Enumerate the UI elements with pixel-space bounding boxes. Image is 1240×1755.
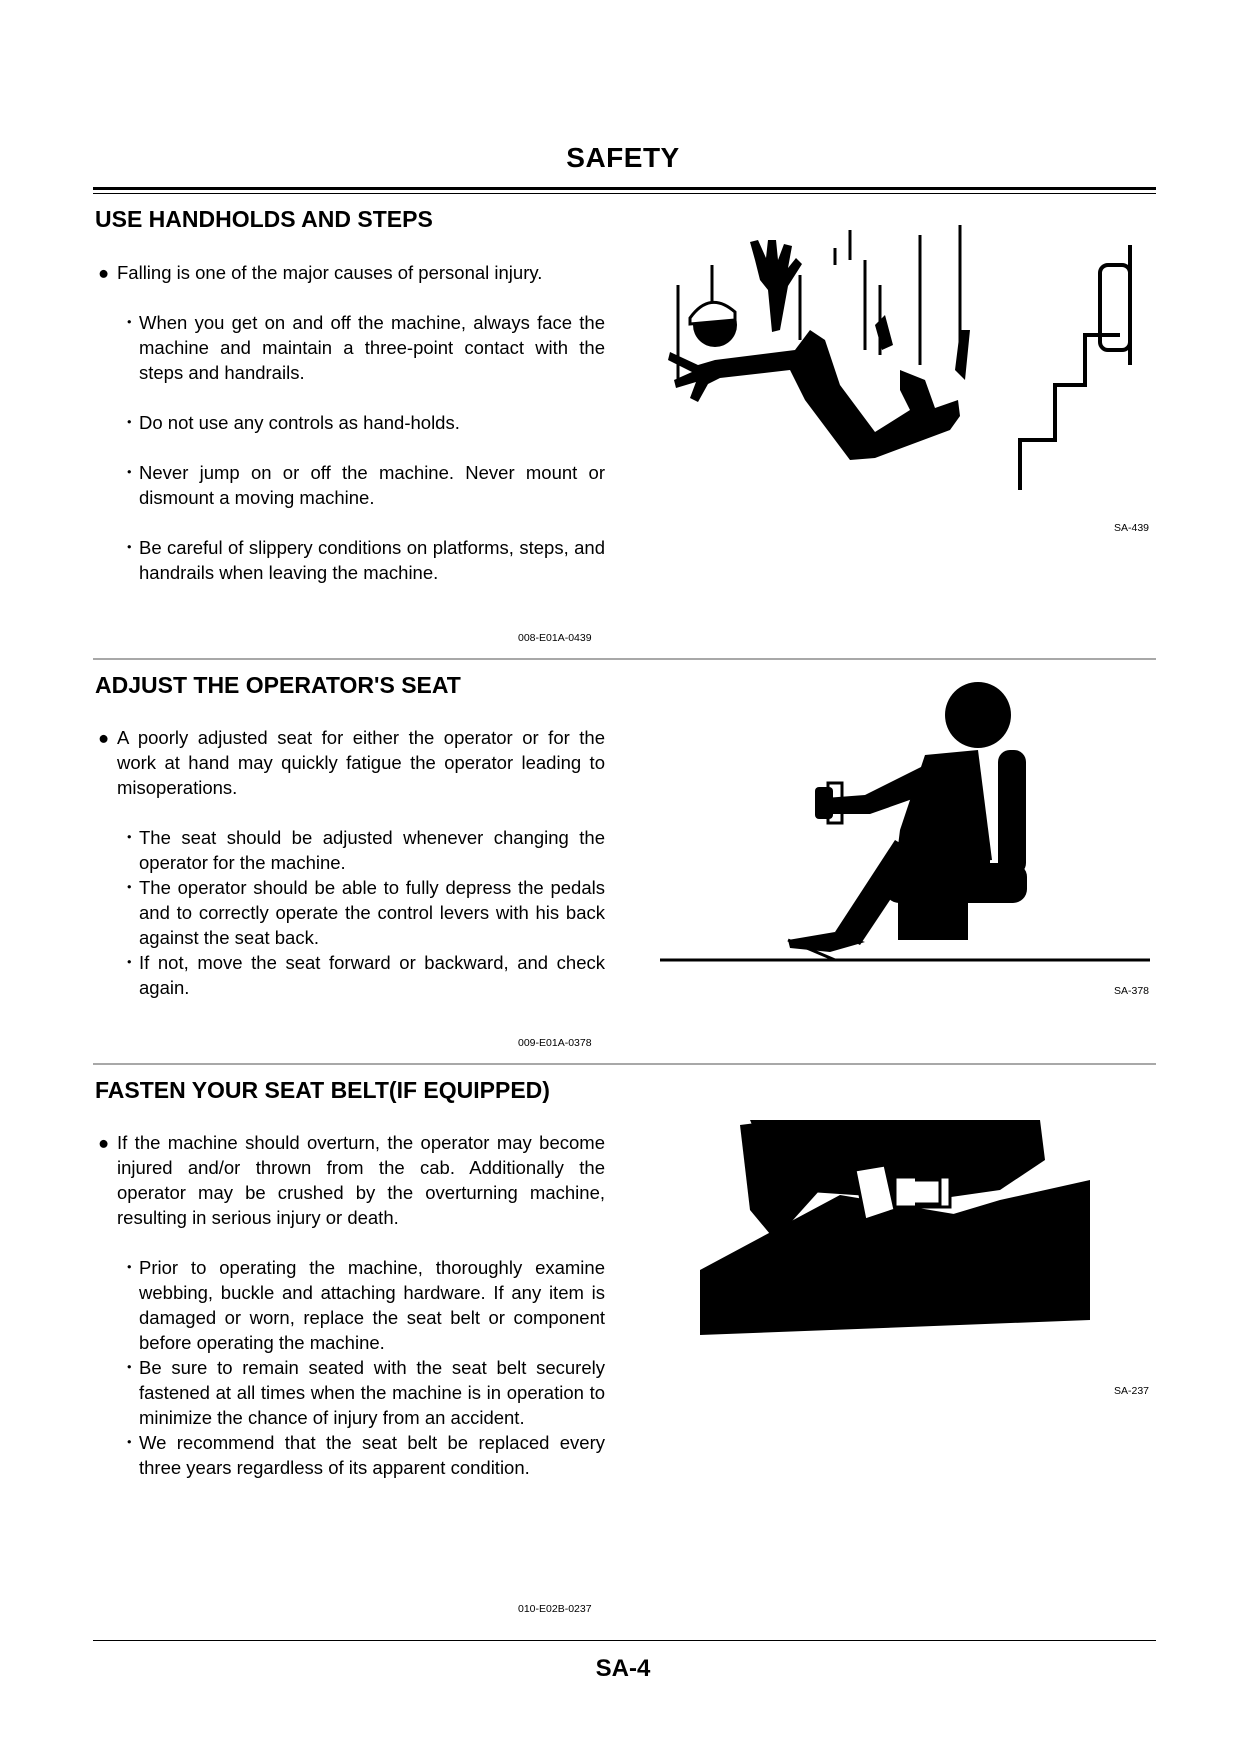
bullet-icon: ● — [98, 727, 110, 748]
bullet-item: ● If the machine should overturn, the operator may become injured and/or thrown from the cab. Additionally the operator may be crushed by the overturning machine, resulting in serious injury or death. — [98, 1132, 605, 1228]
page-number: SA-4 — [595, 1655, 651, 1682]
sub-bullet-icon: ・ — [120, 827, 139, 848]
sub-bullet-icon: ・ — [120, 412, 139, 433]
section-divider — [93, 658, 1156, 660]
sub-item: ・ Never jump on or off the machine. Never mount or dismount a moving machine. — [120, 462, 605, 508]
bullet-item: ● A poorly adjusted seat for either the operator or for the work at hand may quickly fatigue the operator leading to misoperations. — [98, 727, 605, 798]
sub-bullet-icon: ・ — [120, 537, 139, 558]
sub-bullet-icon: ・ — [120, 952, 139, 973]
sub-item: ・ The operator should be able to fully depress the pedals and to correctly operate the control levers with his back against the seat back. — [120, 877, 605, 948]
footer-rule — [93, 1640, 1156, 1641]
section-code: 010-E02B-0237 — [518, 1603, 592, 1615]
section-title-seat-belt: FASTEN YOUR SEAT BELT(IF EQUIPPED) — [95, 1077, 550, 1103]
section-code: 009-E01A-0378 — [518, 1037, 592, 1049]
figure-code: SA-237 — [1114, 1385, 1150, 1397]
sub-bullet-icon: ・ — [120, 1357, 139, 1378]
sub-bullet-icon: ・ — [120, 1257, 139, 1278]
bullet-icon: ● — [98, 262, 110, 283]
bullet-item: ● Falling is one of the major causes of personal injury. — [98, 262, 543, 283]
section-divider — [93, 1063, 1156, 1065]
sub-item: ・ If not, move the seat forward or backward, and check again. — [120, 952, 605, 998]
sub-bullet-icon: ・ — [120, 462, 139, 483]
sub-bullet-icon: ・ — [120, 877, 139, 898]
sub-item: ・ Be sure to remain seated with the seat belt securely fastened at all times when the machine is in operation to minimize the chance of injury from an accident. — [120, 1357, 605, 1428]
header-rule — [93, 187, 1156, 190]
section-title-handholds: USE HANDHOLDS AND STEPS — [95, 206, 433, 232]
sub-item: ・ Prior to operating the machine, thoroughly examine webbing, buckle and attaching hardware. If any item is damaged or worn, replace the seat belt or component before operating the machine. — [120, 1257, 605, 1353]
page-title: SAFETY — [566, 142, 680, 173]
section-code: 008-E01A-0439 — [518, 632, 592, 644]
section-title-seat: ADJUST THE OPERATOR'S SEAT — [95, 672, 461, 698]
section-body-handholds — [95, 260, 605, 585]
sub-item: ・ The seat should be adjusted whenever changing the operator for the machine. — [120, 827, 605, 873]
figure-code: SA-378 — [1114, 985, 1150, 997]
section-body-seat — [95, 725, 605, 1000]
sub-bullet-icon: ・ — [120, 312, 139, 333]
sub-bullet-icon: ・ — [120, 1432, 139, 1453]
section-body-seat-belt — [95, 1130, 605, 1480]
sub-item: ・ Do not use any controls as hand-holds. — [120, 412, 460, 433]
seated-operator-icon — [660, 680, 1150, 980]
falling-person-icon — [660, 220, 1140, 500]
bullet-icon: ● — [98, 1132, 110, 1153]
figure-code: SA-439 — [1114, 522, 1150, 534]
sub-item: ・ Be careful of slippery conditions on platforms, steps, and handrails when leaving the machine. — [120, 537, 605, 583]
sub-item: ・ We recommend that the seat belt be replaced every three years regardless of its apparent condition. — [120, 1432, 605, 1478]
header-rule-thin — [93, 193, 1156, 194]
sub-item: ・ When you get on and off the machine, always face the machine and maintain a three-point contact with the steps and handrails. — [120, 312, 605, 383]
seat-belt-buckle-icon — [700, 1120, 1095, 1335]
